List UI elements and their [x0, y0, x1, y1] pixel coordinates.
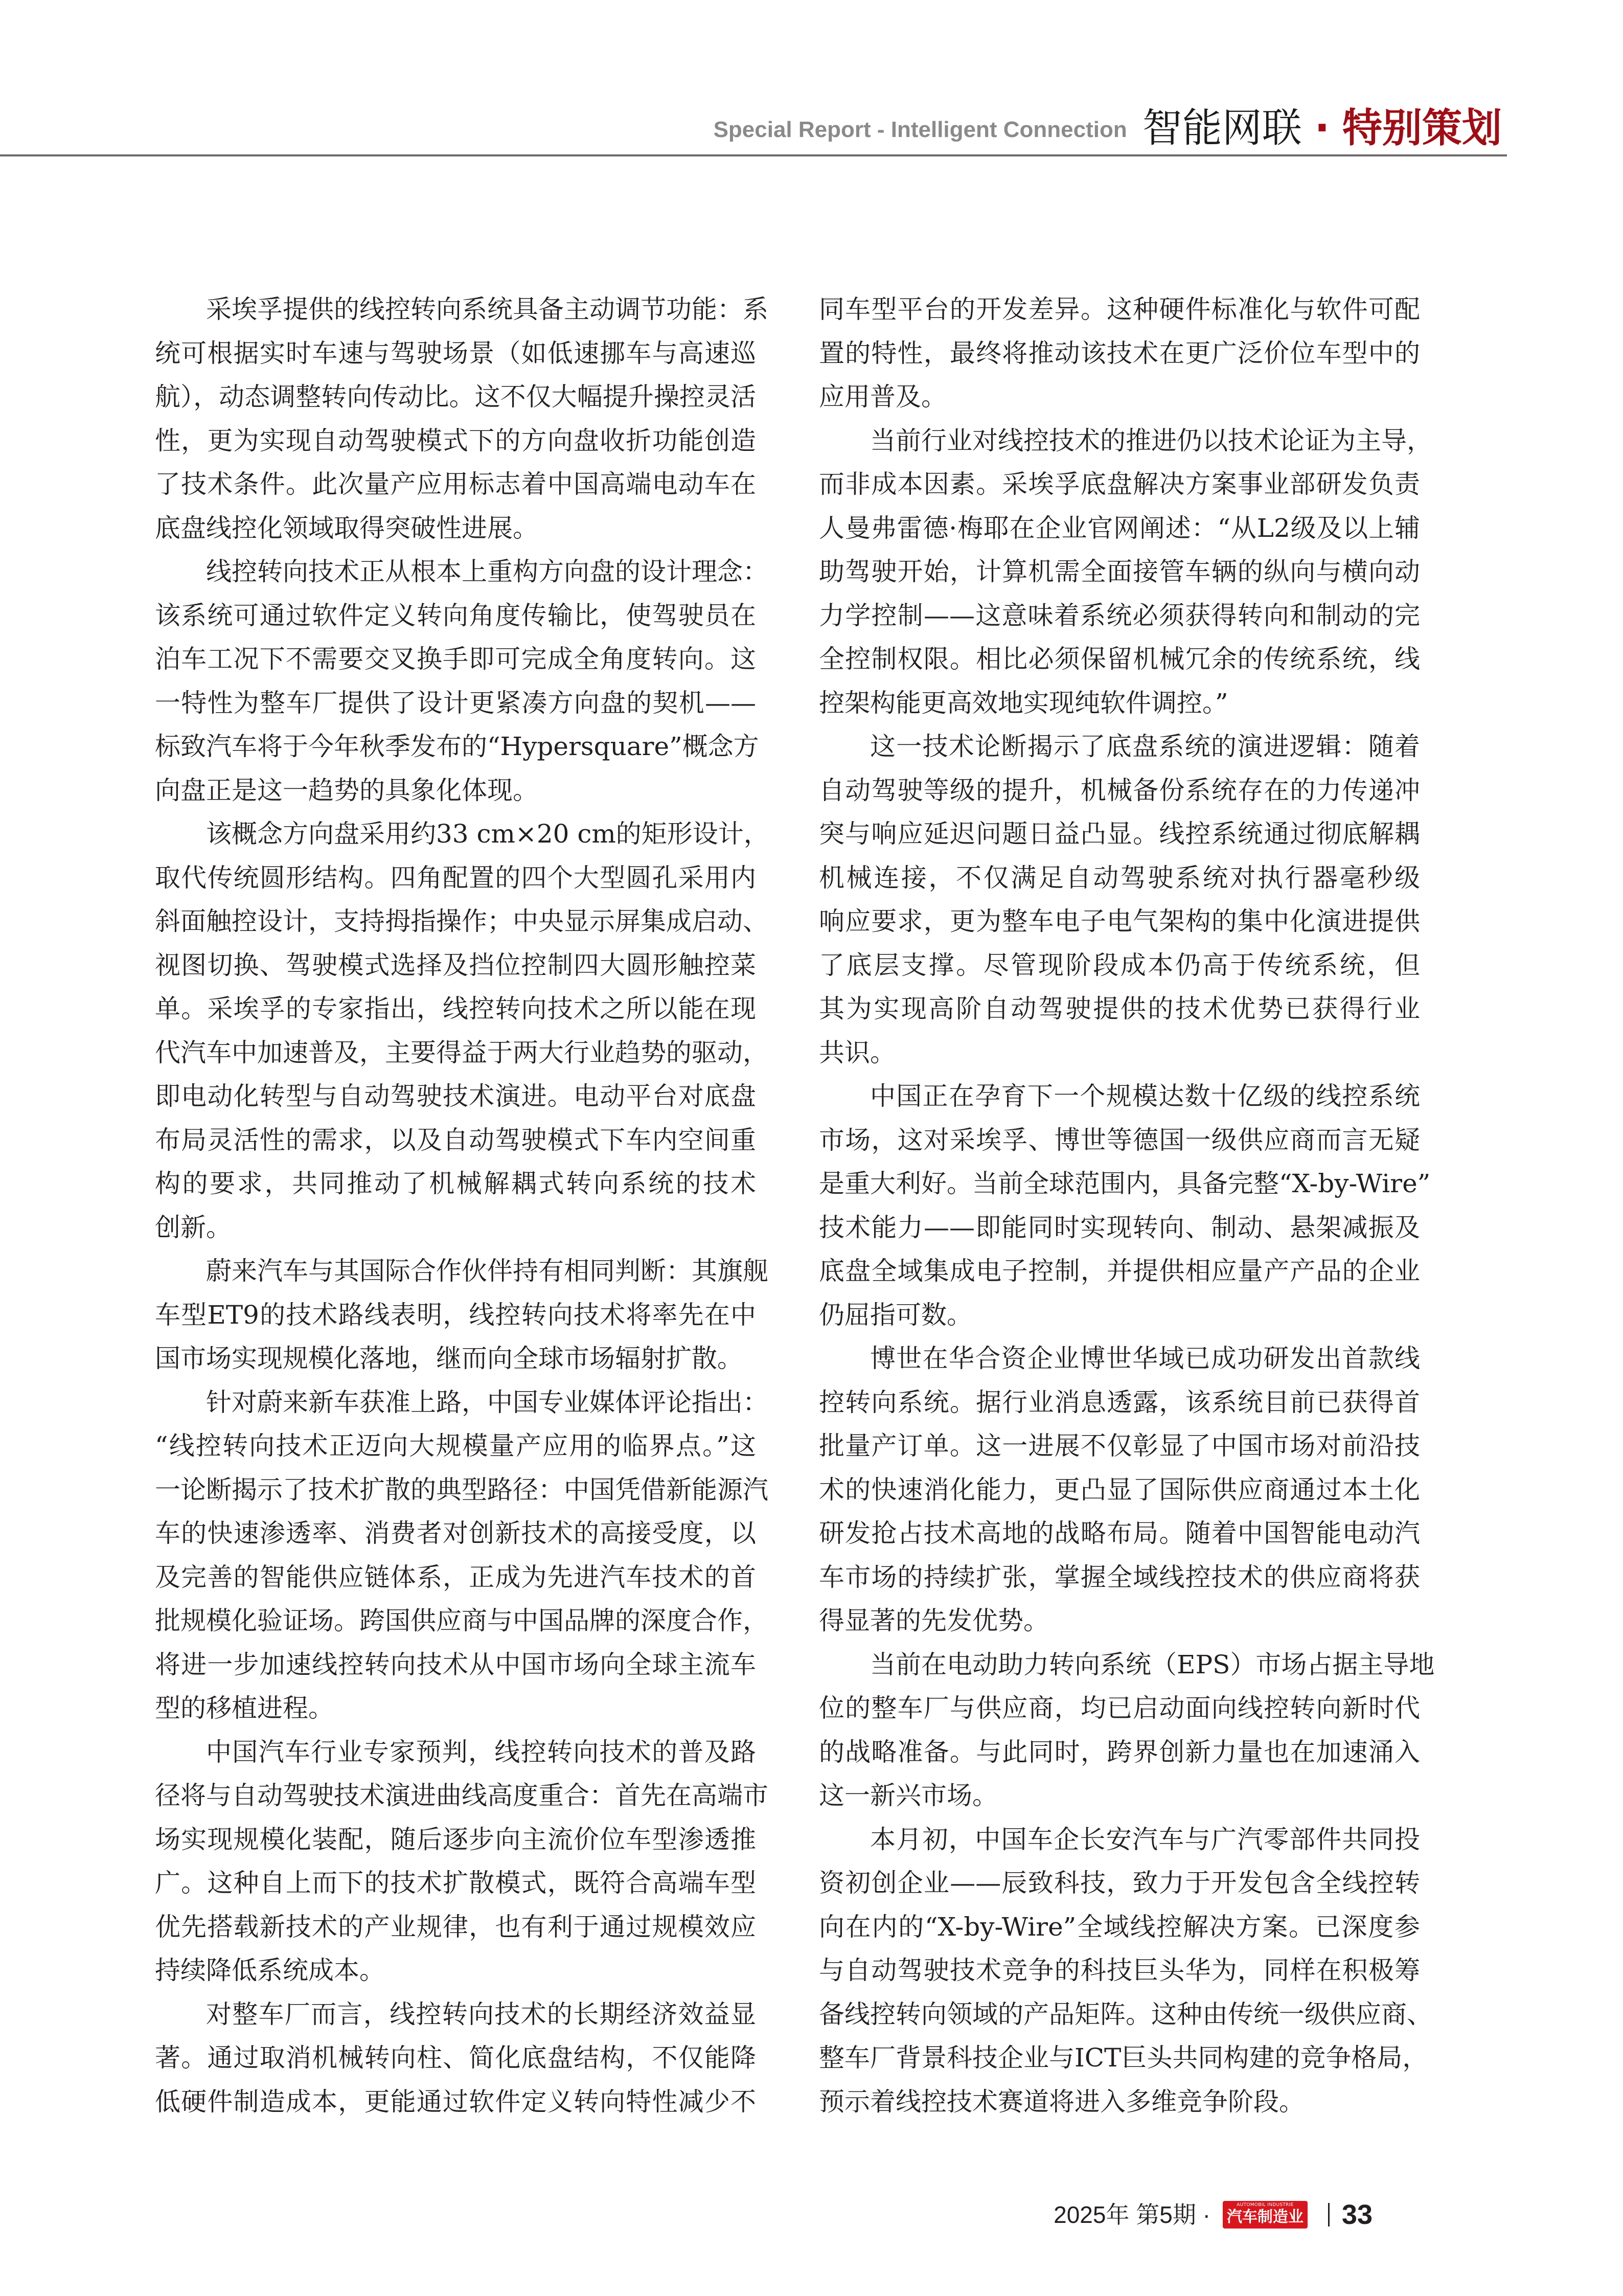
- text-line: 研发抢占技术高地的战略布局。随着中国智能电动汽: [819, 1518, 1420, 1548]
- text-line: 其为实现高阶自动驾驶提供的技术优势已获得行业: [819, 994, 1420, 1024]
- paragraph: [155, 1381, 768, 1731]
- text-line: 整车厂背景科技企业与ICT巨头共同构建的竞争格局，: [819, 2043, 1428, 2073]
- article-column-left: [155, 288, 769, 2124]
- text-line: 中国正在孕育下一个规模达数十亿级的线控系统: [870, 1081, 1420, 1111]
- text-line: 自动驾驶等级的提升，机械备份系统存在的力传递冲: [819, 775, 1420, 805]
- text-line: 该概念方向盘采用约33 cm×20 cm的矩形设计，: [206, 819, 769, 849]
- text-line: 视图切换、驾驶模式选择及挡位控制四大圆形触控菜: [155, 950, 756, 980]
- text-line: 蔚来汽车与其国际合作伙伴持有相同判断：其旗舰: [206, 1256, 768, 1286]
- magazine-logo: [1223, 2201, 1308, 2229]
- text-line: 车型ET9的技术路线表明，线控转向技术将率先在中: [155, 1300, 756, 1330]
- paragraph: [155, 288, 768, 550]
- text-line: 底盘线控化领域取得突破性进展。: [155, 513, 538, 543]
- text-line: 预示着线控技术赛道将进入多维竞争阶段。: [819, 2086, 1305, 2117]
- text-line: 位的整车厂与供应商，均已启动面向线控转向新时代: [819, 1693, 1420, 1723]
- text-line: 底盘全域集成电子控制，并提供相应量产产品的企业: [819, 1256, 1420, 1286]
- text-line: 的战略准备。与此同时，跨界创新力量也在加速涌入: [819, 1737, 1420, 1767]
- text-line: 突与响应延迟问题日益凸显。线控系统通过彻底解耦: [819, 819, 1420, 849]
- paragraph: [819, 1075, 1431, 1337]
- text-line: 同车型平台的开发差异。这种硬件标准化与软件可配: [819, 294, 1420, 324]
- text-line: 这一新兴市场。: [819, 1781, 998, 1810]
- text-line: 术的快速消化能力，更凸显了国际供应商通过本土化: [819, 1474, 1420, 1505]
- text-line: 了底层支撑。尽管现阶段成本仍高于传统系统，但: [819, 950, 1420, 980]
- section-title-cn: [1142, 105, 1502, 151]
- text-line: 统可根据实时车速与驾驶场景（如低速挪车与高速巡: [155, 338, 756, 368]
- paragraph: [155, 812, 769, 1249]
- paragraph: [155, 1731, 768, 1993]
- text-line: 车市场的持续扩张，掌握全域线控技术的供应商将获: [819, 1562, 1420, 1592]
- text-line: 了技术条件。此次量产应用标志着中国高端电动车在: [155, 469, 756, 499]
- text-line: 航），动态调整转向传动比。这不仅大幅提升操控灵活: [155, 382, 756, 412]
- section-separator: ·: [1314, 105, 1330, 151]
- text-line: 标致汽车将于今年秋季发布的“Hypersquare”概念方: [155, 732, 759, 761]
- section-title-cn-main: 智能网联: [1142, 105, 1302, 151]
- text-line: 向在内的“X-by-Wire”全域线控解决方案。已深度参: [819, 1912, 1420, 1942]
- text-line: 与自动驾驶技术竞争的科技巨头华为，同样在积极筹: [819, 1956, 1420, 1985]
- paragraph: [155, 1993, 756, 2124]
- text-line: 针对蔚来新车获准上路，中国专业媒体评论指出：: [206, 1387, 768, 1417]
- text-line: 博世在华合资企业博世华域已成功研发出首款线: [870, 1344, 1420, 1373]
- text-line: 本月初，中国车企长安汽车与广汽零部件共同投: [870, 1824, 1420, 1854]
- footer-divider: [1328, 2203, 1330, 2226]
- text-line: 批规模化验证场。跨国供应商与中国品牌的深度合作，: [155, 1606, 768, 1635]
- text-line: 助驾驶开始，计算机需全面接管车辆的纵向与横向动: [819, 557, 1420, 586]
- issue-info: 2025年 第5期 ·: [1054, 2201, 1210, 2228]
- text-line: 型的移植进程。: [155, 1693, 334, 1723]
- text-line: 该系统可通过软件定义转向角度传输比，使驾驶员在: [155, 600, 756, 630]
- section-title-cn-special: 特别策划: [1342, 105, 1502, 151]
- text-line: 人曼弗雷德·梅耶在企业官网阐述：“从L2级及以上辅: [819, 513, 1420, 543]
- paragraph: [819, 1818, 1432, 2124]
- paragraph: [819, 288, 1420, 419]
- logo-text-en: AUTOMOBIL INDUSTRIE: [1237, 2202, 1294, 2208]
- text-line: 资初创企业——辰致科技，致力于开发包含全线控转: [819, 1868, 1420, 1898]
- text-line: 代汽车中加速普及，主要得益于两大行业趋势的驱动，: [155, 1037, 768, 1067]
- text-line: 广。这种自上而下的技术扩散模式，既符合高端车型: [155, 1868, 756, 1898]
- text-line: 构的要求，共同推动了机械解耦式转向系统的技术: [155, 1169, 756, 1198]
- text-line: 优先搭载新技术的产业规律，也有利于通过规模效应: [155, 1912, 756, 1942]
- text-line: 一论断揭示了技术扩散的典型路径：中国凭借新能源汽: [155, 1474, 768, 1505]
- paragraph: [819, 1337, 1420, 1643]
- text-line: “线控转向技术正迈向大规模量产应用的临界点。”这: [155, 1431, 756, 1461]
- text-line: 采埃孚提供的线控转向系统具备主动调节功能：系: [206, 294, 768, 324]
- text-line: 响应要求，更为整车电子电气架构的集中化演进提供: [819, 906, 1420, 936]
- text-line: 这一技术论断揭示了底盘系统的演进逻辑：随着: [870, 732, 1420, 761]
- text-line: 即电动化转型与自动驾驶技术演进。电动平台对底盘: [155, 1081, 756, 1111]
- text-line: 取代传统圆形结构。四角配置的四个大型圆孔采用内: [155, 862, 756, 893]
- header-divider: [0, 154, 1507, 156]
- text-line: 中国汽车行业专家预判，线控转向技术的普及路: [206, 1737, 756, 1767]
- text-line: 车的快速渗透率、消费者对创新技术的高接受度，以: [155, 1518, 756, 1548]
- text-line: 及完善的智能供应链体系，正成为先进汽车技术的首: [155, 1562, 756, 1592]
- text-line: 单。采埃孚的专家指出，线控转向技术之所以能在现: [155, 994, 756, 1024]
- text-line: 场实现规模化装配，随后逐步向主流价位车型渗透推: [155, 1824, 756, 1854]
- text-line: 持续降低系统成本。: [155, 1956, 385, 1985]
- text-line: 当前行业对线控技术的推进仍以技术论证为主导，: [870, 425, 1432, 456]
- article-column-right: [819, 288, 1435, 2124]
- text-line: 性，更为实现自动驾驶模式下的方向盘收折功能创造: [155, 425, 756, 456]
- text-line: 将进一步加速线控转向技术从中国市场向全球主流车: [155, 1649, 756, 1679]
- text-line: 得显著的先发优势。: [819, 1606, 1049, 1635]
- text-line: 技术能力——即能同时实现转向、制动、悬架减振及: [819, 1212, 1420, 1242]
- text-line: 市场，这对采埃孚、博世等德国一级供应商而言无疑: [819, 1125, 1420, 1155]
- text-line: 对整车厂而言，线控转向技术的长期经济效益显: [206, 1999, 756, 2029]
- text-line: 而非成本因素。采埃孚底盘解决方案事业部研发负责: [819, 469, 1420, 499]
- text-line: 是重大利好。当前全球范围内，具备完整“X-by-Wire”: [819, 1169, 1431, 1198]
- text-line: 斜面触控设计，支持拇指操作；中央显示屏集成启动、: [155, 906, 768, 936]
- text-line: 布局灵活性的需求，以及自动驾驶模式下车内空间重: [155, 1125, 756, 1155]
- text-line: 批量产订单。这一进展不仅彰显了中国市场对前沿技: [819, 1431, 1420, 1461]
- text-line: 泊车工况下不需要交叉换手即可完成全角度转向。这: [155, 644, 756, 674]
- text-line: 一特性为整车厂提供了设计更紧凑方向盘的契机——: [155, 688, 756, 718]
- text-line: 控架构能更高效地实现纯软件调控。”: [819, 688, 1228, 718]
- section-header: [713, 92, 1502, 151]
- text-line: 创新。: [155, 1212, 232, 1242]
- text-line: 国市场实现规模化落地，继而向全球市场辐射扩散。: [155, 1344, 743, 1373]
- text-line: 控转向系统。据行业消息透露，该系统目前已获得首: [819, 1387, 1420, 1417]
- text-line: 应用普及。: [819, 382, 947, 412]
- paragraph: [819, 725, 1420, 1075]
- text-line: 著。通过取消机械转向柱、简化底盘结构，不仅能降: [155, 2043, 756, 2073]
- text-line: 共识。: [819, 1037, 896, 1067]
- page-footer: [1054, 2198, 1373, 2231]
- text-line: 置的特性，最终将推动该技术在更广泛价位车型中的: [819, 338, 1420, 368]
- paragraph: [155, 1249, 768, 1381]
- text-line: 备线控转向领域的产品矩阵。这种由传统一级供应商、: [819, 1999, 1432, 2029]
- text-line: 向盘正是这一趋势的具象化体现。: [155, 775, 538, 805]
- text-line: 力学控制——这意味着系统必须获得转向和制动的完: [819, 600, 1420, 630]
- text-line: 机械连接，不仅满足自动驾驶系统对执行器毫秒级: [819, 862, 1420, 893]
- paragraph: [155, 550, 768, 812]
- section-title-en: Special Report - Intelligent Connection: [713, 117, 1127, 142]
- text-line: 仍屈指可数。: [819, 1300, 972, 1330]
- text-line: 全控制权限。相比必须保留机械冗余的传统系统，线: [819, 644, 1420, 674]
- page-number: 33: [1341, 2199, 1373, 2230]
- text-line: 低硬件制造成本，更能通过软件定义转向特性减少不: [155, 2086, 756, 2117]
- logo-text-cn: 汽车制造业: [1226, 2208, 1304, 2226]
- paragraph: [819, 419, 1432, 725]
- paragraph: [819, 1643, 1435, 1818]
- text-line: 当前在电动助力转向系统（EPS）市场占据主导地: [870, 1649, 1435, 1679]
- text-line: 径将与自动驾驶技术演进曲线高度重合：首先在高端市: [155, 1781, 768, 1810]
- text-line: 线控转向技术正从根本上重构方向盘的设计理念：: [206, 557, 768, 586]
